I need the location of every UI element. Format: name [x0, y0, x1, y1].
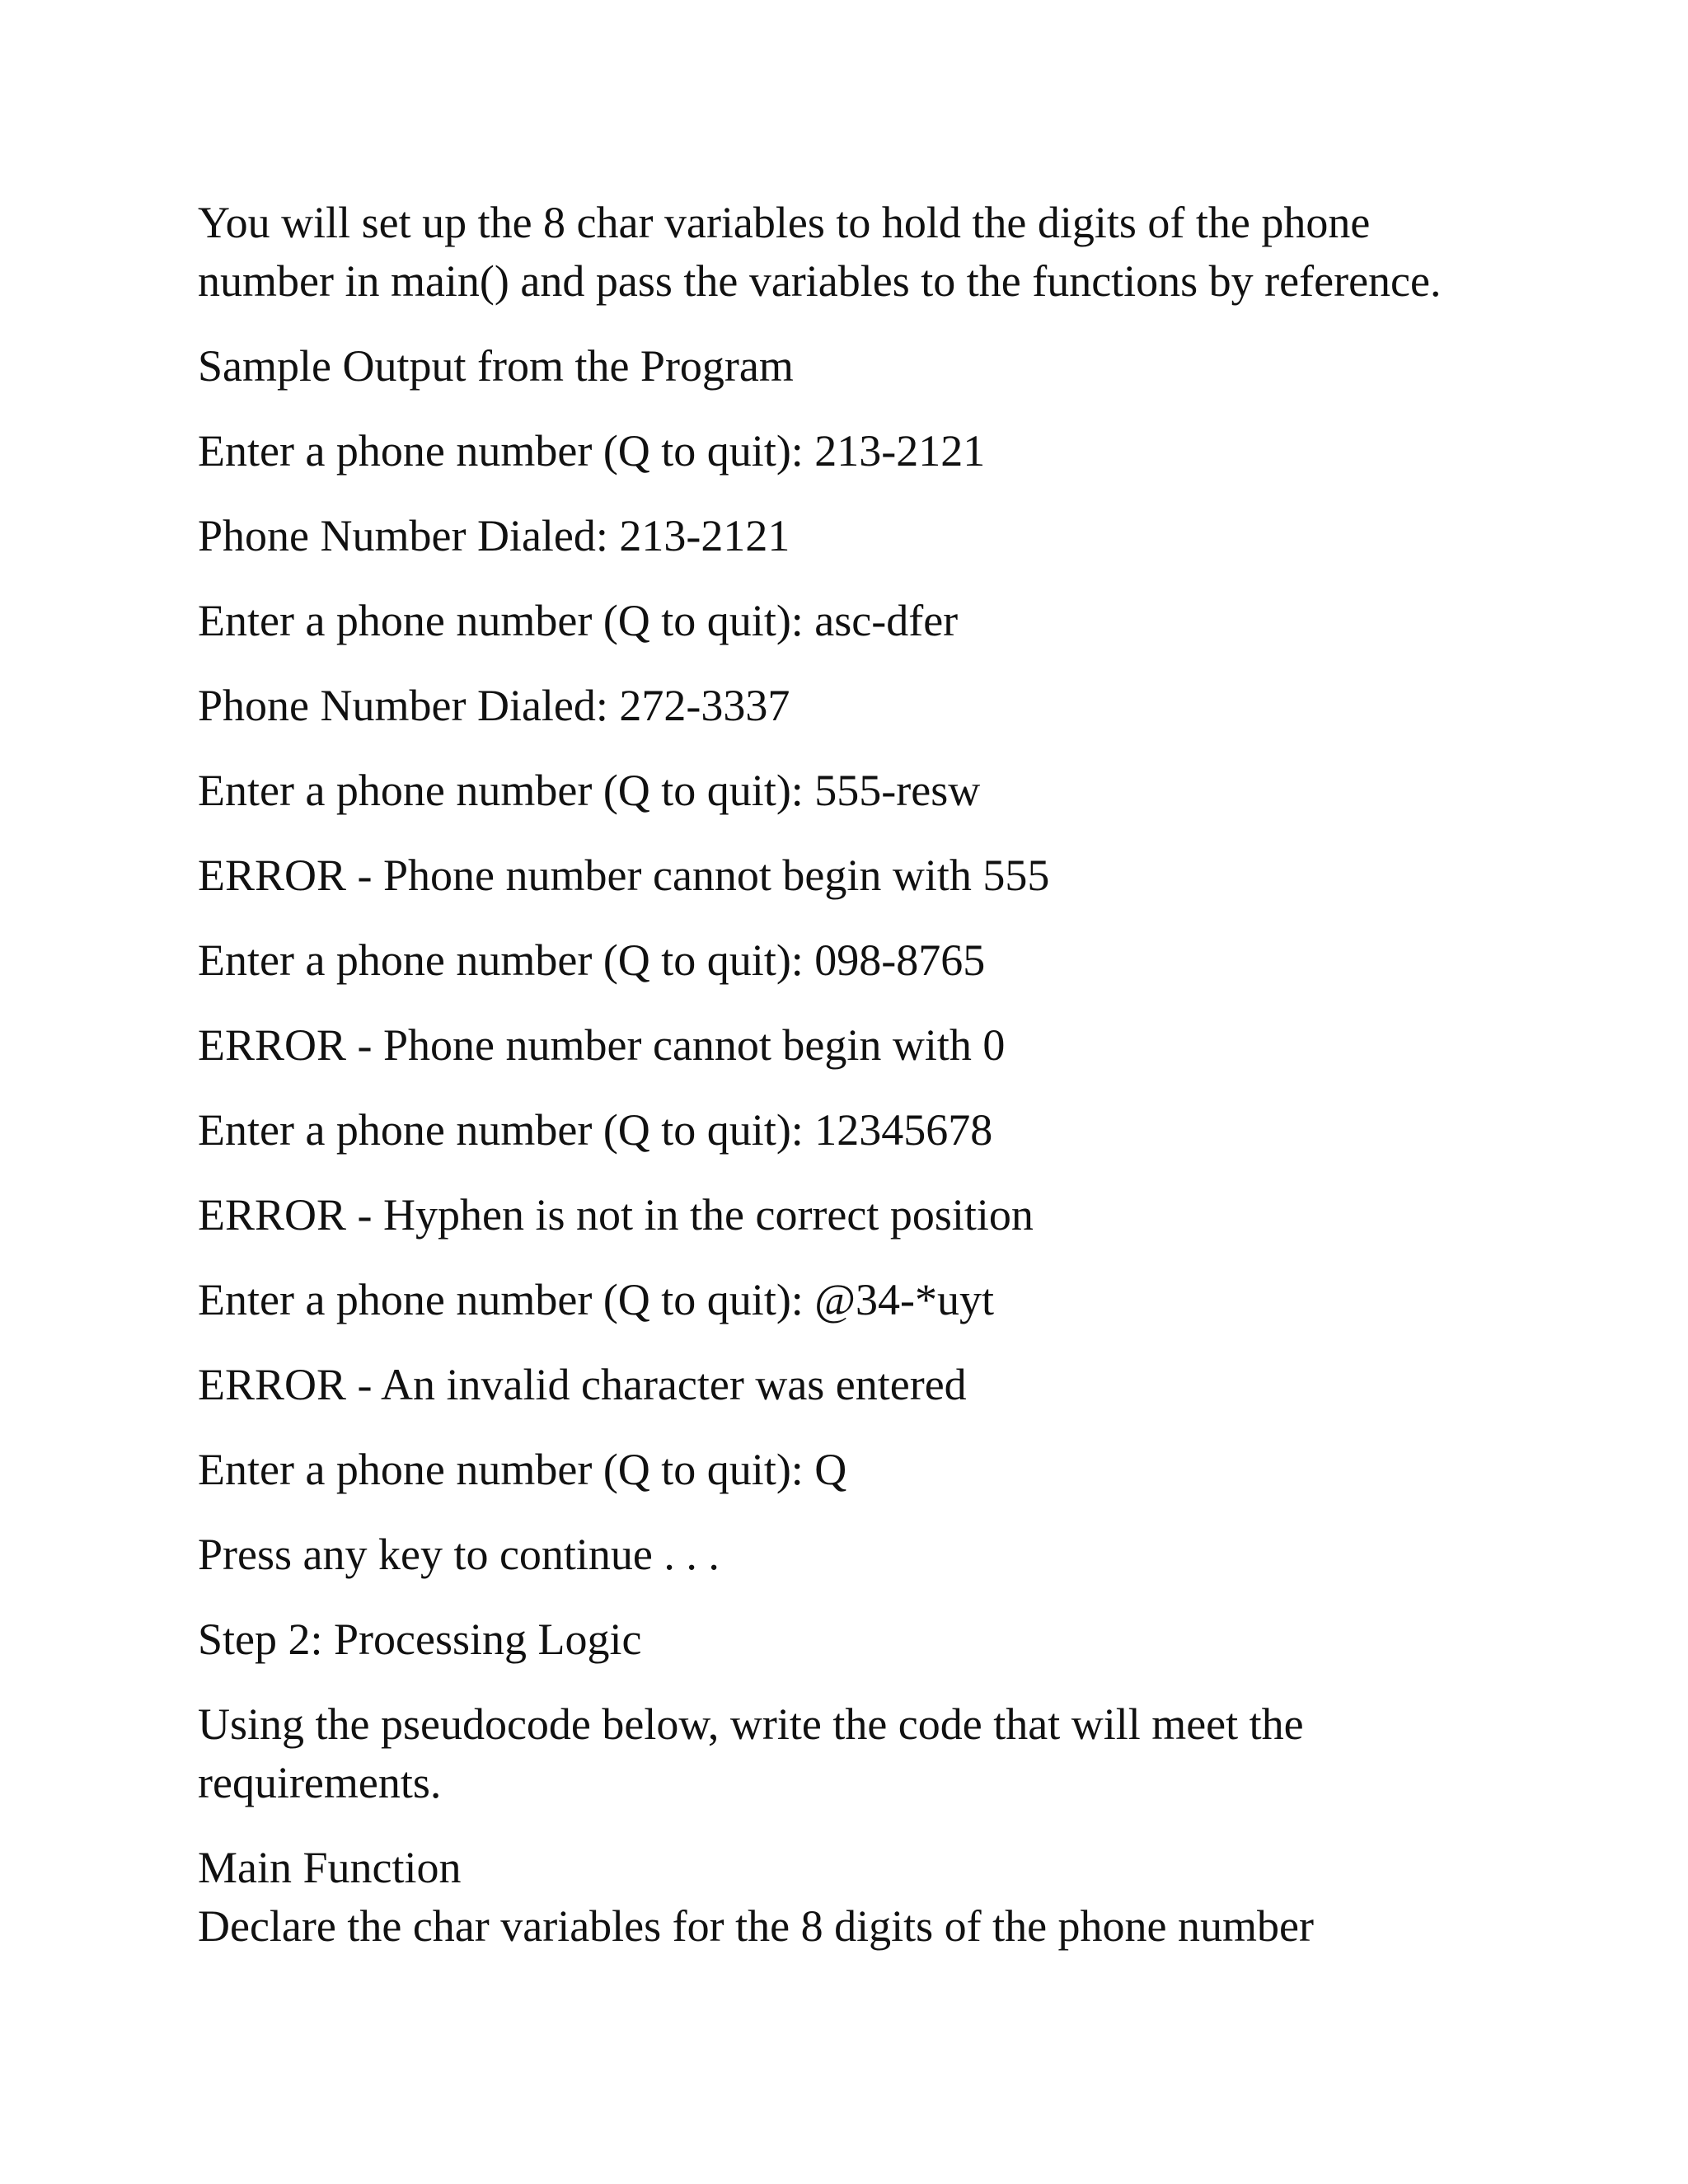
sample-output-line: Enter a phone number (Q to quit): 098-8765 — [198, 935, 986, 985]
main-function-heading: Main Function — [198, 1843, 462, 1892]
sample-output-line: ERROR - An invalid character was entered — [198, 1360, 967, 1409]
sample-output-line: Phone Number Dialed: 213-2121 — [198, 511, 790, 560]
sample-output-line: ERROR - Phone number cannot begin with 0 — [198, 1020, 1006, 1070]
intro-line-1: You will set up the 8 char variables to hold the digits of the phone — [198, 198, 1371, 247]
sample-output-line: Enter a phone number (Q to quit): 213-2121 — [198, 426, 986, 476]
sample-output-line: Press any key to continue . . . — [198, 1530, 720, 1579]
sample-output-line: ERROR - Phone number cannot begin with 555 — [198, 851, 1050, 900]
sample-output-line: Enter a phone number (Q to quit): @34-*uyt — [198, 1275, 995, 1324]
intro-line-2: number in main() and pass the variables to the functions by reference. — [198, 256, 1442, 306]
step2-heading: Step 2: Processing Logic — [198, 1615, 642, 1664]
sample-output-line: Enter a phone number (Q to quit): 555-resw — [198, 766, 981, 815]
sample-output-line: Enter a phone number (Q to quit): 12345678 — [198, 1105, 993, 1155]
sample-output-line: Enter a phone number (Q to quit): Q — [198, 1445, 847, 1494]
sample-output-line: Phone Number Dialed: 272-3337 — [198, 681, 790, 730]
sample-output-line: ERROR - Hyphen is not in the correct position — [198, 1190, 1034, 1240]
sample-output-line: Enter a phone number (Q to quit): asc-dfer — [198, 596, 959, 645]
step2-text-line-2: requirements. — [198, 1758, 442, 1807]
main-function-line-1: Declare the char variables for the 8 digits of the phone number — [198, 1901, 1314, 1951]
step2-text-line-1: Using the pseudocode below, write the code that will meet the — [198, 1699, 1304, 1749]
sample-output-heading: Sample Output from the Program — [198, 341, 794, 391]
